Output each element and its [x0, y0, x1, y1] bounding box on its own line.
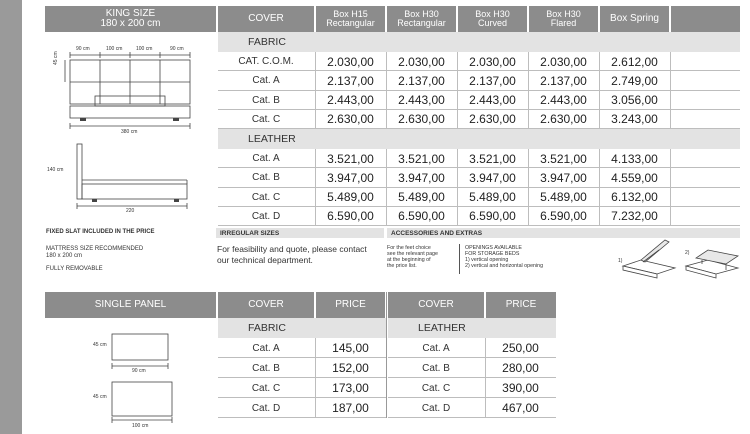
accessories-right-line: OPENINGS AVAILABLE: [465, 245, 522, 251]
price-cell: 280,00: [502, 361, 539, 375]
price-cell: 2.630,00: [398, 112, 445, 127]
dim-140: 140 cm: [47, 167, 64, 173]
row-label: Cat. D: [251, 402, 281, 414]
row-label: Cat. A: [422, 342, 450, 354]
col-header-box-h30-rect: Box H30 Rectangular: [387, 6, 456, 32]
row-label: Cat. B: [252, 172, 280, 184]
price-cell: 3.521,00: [469, 151, 516, 166]
price-cell: 173,00: [332, 381, 369, 395]
price-cell: 152,00: [332, 361, 369, 375]
price-cell: 145,00: [332, 341, 369, 355]
row-label: Cat. D: [251, 210, 281, 222]
col-header-box-h30-flared: Box H30 Flared: [529, 6, 598, 32]
price-cell: 2.443,00: [469, 93, 516, 108]
dim-90-right: 90 cm: [170, 46, 184, 52]
accessories-title: ACCESSORIES AND EXTRAS: [387, 228, 740, 238]
bed-side-drawing: [62, 140, 192, 210]
accessories-left-line: the price list.: [387, 263, 417, 269]
panel-100-height: 45 cm: [93, 394, 107, 400]
accessories-left-line: see the relevant page: [387, 251, 438, 257]
removable-note: FULLY REMOVABLE: [46, 266, 103, 272]
grid-vline: [670, 149, 671, 226]
grid-vline: [386, 149, 387, 226]
price-cell: 2.630,00: [540, 112, 587, 127]
row-label: Cat. B: [422, 362, 450, 374]
price-cell: 2.749,00: [611, 73, 658, 88]
price-cell: 3.243,00: [611, 112, 658, 127]
row-label: Cat. D: [421, 402, 451, 414]
col-header-box-spring: Box Spring: [600, 6, 669, 32]
price-cell: 2.630,00: [327, 112, 374, 127]
dim-90-left: 90 cm: [76, 46, 90, 52]
price-cell: 2.137,00: [398, 73, 445, 88]
row-label: Cat. B: [252, 362, 280, 374]
single-leather-cover-header: COVER: [388, 292, 484, 318]
dim-100-b: 100 cm: [136, 46, 153, 52]
single-grid-vline: [315, 338, 316, 418]
price-cell: 4.133,00: [611, 151, 658, 166]
row-label: CAT. C.O.M.: [238, 56, 294, 68]
king-size-title-line2: 180 x 200 cm: [100, 18, 161, 29]
price-cell: 7.232,00: [611, 209, 658, 224]
price-cell: 6.590,00: [469, 209, 516, 224]
price-cell: 6.590,00: [540, 209, 587, 224]
price-cell: 2.030,00: [540, 54, 587, 69]
dim-100-a: 100 cm: [106, 46, 123, 52]
price-cell: 2.137,00: [469, 73, 516, 88]
price-cell: 2.443,00: [540, 93, 587, 108]
price-cell: 467,00: [502, 401, 539, 415]
row-label: Cat. C: [251, 113, 281, 125]
irregular-sizes-text-1: For feasibility and quote, please contact: [217, 244, 367, 254]
single-grid-vline: [485, 338, 486, 418]
price-cell: 390,00: [502, 381, 539, 395]
col-header-cover: COVER: [218, 6, 314, 32]
grid-vline: [315, 52, 316, 129]
accessories-right-line: FOR STORAGE BEDS: [465, 251, 520, 257]
grid-vline: [457, 52, 458, 129]
price-cell: 5.489,00: [469, 190, 516, 205]
price-cell: 5.489,00: [540, 190, 587, 205]
price-cell: 187,00: [332, 401, 369, 415]
mattress-note-line2: 180 x 200 cm: [46, 253, 83, 259]
grid-vline: [386, 52, 387, 129]
panel-100-drawing: [108, 378, 198, 424]
price-cell: 2.030,00: [398, 54, 445, 69]
grid-vline: [599, 52, 600, 129]
price-cell: 3.947,00: [327, 170, 374, 185]
single-leather-label: LEATHER: [388, 318, 556, 338]
single-panel-title: SINGLE PANEL: [45, 292, 216, 318]
price-cell: 4.559,00: [611, 170, 658, 185]
row-divider: [388, 417, 556, 418]
dim-220: 220: [126, 208, 135, 214]
bed-front-drawing: [45, 44, 215, 134]
price-cell: 6.590,00: [327, 209, 374, 224]
row-label: Cat. B: [252, 94, 280, 106]
price-cell: 2.443,00: [398, 93, 445, 108]
dim-380: 380 cm: [121, 129, 138, 135]
price-cell: 2.137,00: [327, 73, 374, 88]
price-cell: 250,00: [502, 341, 539, 355]
accessories-left-line: at the beginning of: [387, 257, 431, 263]
price-cell: 3.947,00: [469, 170, 516, 185]
row-divider: [218, 417, 386, 418]
price-cell: 5.489,00: [327, 190, 374, 205]
vertical-horizontal-opening-icon: [682, 238, 742, 278]
panel-90-drawing: [108, 330, 198, 370]
accessories-divider: [459, 244, 460, 274]
row-label: Cat. C: [251, 382, 281, 394]
price-cell: 3.521,00: [540, 151, 587, 166]
row-label: Cat. A: [252, 153, 280, 165]
fixed-slat-note: FIXED SLAT INCLUDED IN THE PRICE: [46, 229, 155, 235]
grid-vline: [599, 149, 600, 226]
panel-90-width: 90 cm: [132, 368, 146, 374]
figure-label-2: 2): [685, 250, 690, 256]
grid-vline: [528, 149, 529, 226]
single-leather-price-header: PRICE: [486, 292, 556, 318]
king-size-title: [45, 6, 216, 32]
grid-vline: [315, 149, 316, 226]
col-header-box-h15-rect: Box H15 Rectangular: [316, 6, 385, 32]
price-cell: 2.630,00: [469, 112, 516, 127]
mattress-note-line1: MATTRESS SIZE RECOMMENDED: [46, 246, 144, 252]
col-header-empty: [671, 6, 740, 32]
leather-section-label: LEATHER: [218, 129, 740, 149]
accessories-right-line: 2) vertical and horizontal opening: [465, 263, 544, 269]
price-cell: 2.030,00: [469, 54, 516, 69]
price-cell: 2.612,00: [611, 54, 658, 69]
price-cell: 3.947,00: [540, 170, 587, 185]
price-cell: 6.590,00: [398, 209, 445, 224]
row-label: Cat. C: [421, 382, 451, 394]
panel-100-width: 100 cm: [132, 423, 149, 429]
panel-90-height: 45 cm: [93, 342, 107, 348]
price-cell: 2.030,00: [327, 54, 374, 69]
price-cell: 2.137,00: [540, 73, 587, 88]
col-header-box-h30-curved: Box H30 Curved: [458, 6, 527, 32]
fabric-section-label: FABRIC: [218, 32, 740, 52]
price-cell: 6.132,00: [611, 190, 658, 205]
single-grid-vline: [386, 292, 387, 418]
single-fabric-cover-header: COVER: [218, 292, 314, 318]
vertical-opening-icon: [617, 236, 677, 276]
price-cell: 2.443,00: [327, 93, 374, 108]
price-cell: 3.947,00: [398, 170, 445, 185]
grid-vline: [457, 149, 458, 226]
price-cell: 3.056,00: [611, 93, 658, 108]
row-divider: [218, 225, 740, 226]
accessories-right-line: 1) vertical opening: [465, 257, 509, 263]
row-label: Cat. A: [252, 342, 280, 354]
side-strip: [0, 0, 22, 434]
single-fabric-price-header: PRICE: [316, 292, 385, 318]
figure-label-1: 1): [618, 258, 623, 264]
king-size-title-line1: KING SIZE: [105, 7, 156, 19]
price-cell: 5.489,00: [398, 190, 445, 205]
row-label: Cat. A: [252, 75, 280, 87]
row-label: Cat. C: [251, 191, 281, 203]
single-fabric-label: FABRIC: [218, 318, 386, 338]
accessories-left-line: For the feet choice: [387, 245, 431, 251]
price-cell: 3.521,00: [327, 151, 374, 166]
grid-vline: [528, 52, 529, 129]
grid-vline: [670, 52, 671, 129]
dim-45: 45 cm: [53, 51, 59, 65]
price-cell: 3.521,00: [398, 151, 445, 166]
irregular-sizes-title: IRREGULAR SIZES: [216, 228, 384, 238]
irregular-sizes-text-2: our technical department.: [217, 255, 313, 265]
